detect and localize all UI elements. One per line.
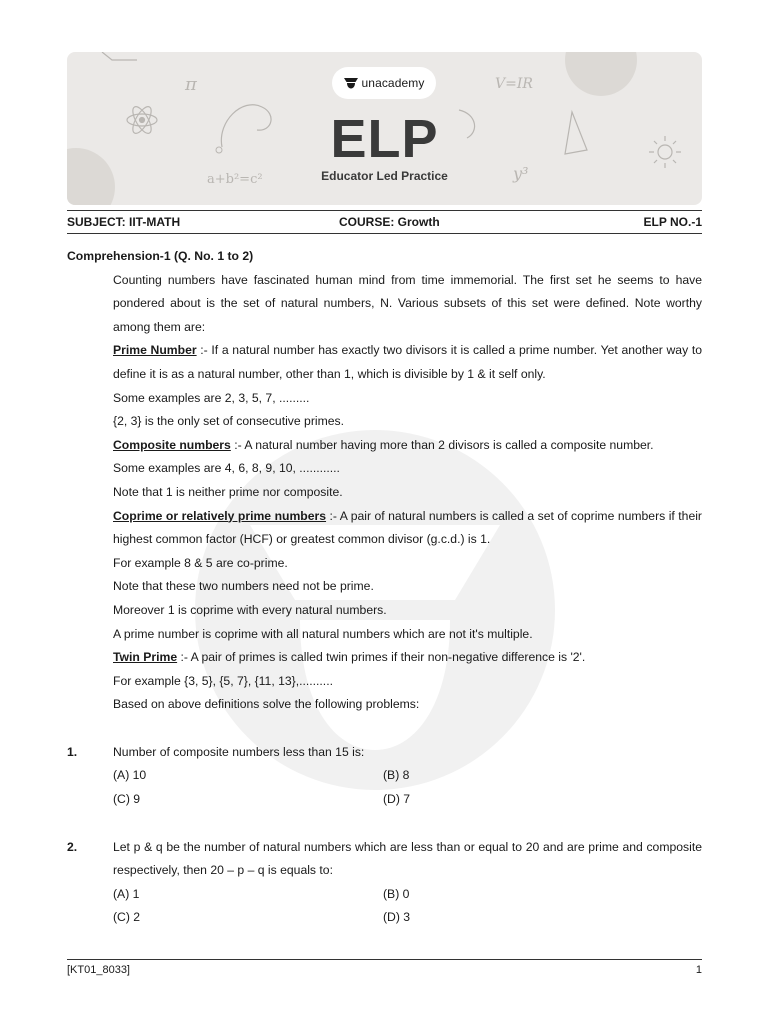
document-body <box>67 245 702 930</box>
banner-subtitle: Educator Led Practice <box>321 169 448 183</box>
coprime-note: Note that these two numbers need not be prime. <box>113 579 374 594</box>
coprime-prime-note: A prime number is coprime with all natural numbers which are not it's multiple. <box>113 626 533 641</box>
question-text: Let p & q be the number of natural numbers which are less than or equal to 20 and are prime and composite respectively, then 20 – p – q is equals to: <box>113 839 702 878</box>
twin-prime-term: Twin Prime <box>113 650 178 665</box>
prime-term: Prime Number <box>113 343 197 358</box>
document-code: [KT01_8033] <box>67 964 130 976</box>
twin-prime-examples: For example {3, 5}, {5, 7}, {11, 13},.......... <box>113 673 333 688</box>
question-2 <box>67 836 702 930</box>
coprime-definition <box>113 505 702 552</box>
composite-term: Composite numbers <box>113 437 231 452</box>
question-options <box>113 764 702 811</box>
composite-definition-text: :- A natural number having more than 2 divisors is called a composite number. <box>230 437 654 452</box>
question-text: Number of composite numbers less than 15 is: <box>113 744 365 759</box>
course-label: COURSE: Growth <box>339 215 440 229</box>
question-options <box>113 883 702 930</box>
option-b: (B) 0 <box>383 886 410 901</box>
page-footer <box>67 959 702 980</box>
coprime-one-note: Moreover 1 is coprime with every natural numbers. <box>113 602 387 617</box>
comprehension-intro: Counting numbers have fascinated human mind from time immemorial. The first set he seems to have pondered about is the set of natural numbers, N. Various subsets of this set were defined. Note worthy among them are: <box>113 272 702 334</box>
coprime-term: Coprime or relatively prime numbers <box>113 508 327 523</box>
question-number: 2. <box>67 839 78 854</box>
option-d: (D) 3 <box>383 910 411 925</box>
ohms-law-doodle: V=IR <box>495 76 533 92</box>
brand-logo <box>332 67 436 99</box>
coprime-example: For example 8 & 5 are co-prime. <box>113 555 288 570</box>
option-c: (C) 9 <box>113 792 141 807</box>
y-cube-doodle: y³ <box>513 164 529 183</box>
unacademy-logo-icon <box>344 77 358 89</box>
composite-definition <box>113 434 702 458</box>
prime-examples: Some examples are 2, 3, 5, 7, ......... <box>113 390 310 405</box>
twin-prime-definition <box>113 646 702 670</box>
option-c: (C) 2 <box>113 910 141 925</box>
coprime-definition-text: :- A pair of natural numbers is called a set of coprime numbers if their highest common factor (HCF) or greatest common divisor (g.c.d.) is 1. <box>113 508 702 547</box>
composite-examples: Some examples are 4, 6, 8, 9, 10, ............ <box>113 461 340 476</box>
option-a: (A) 10 <box>113 768 147 783</box>
subject-label: SUBJECT: IIT-MATH <box>67 215 181 229</box>
page-number: 1 <box>695 964 702 976</box>
instruction: Based on above definitions solve the following problems: <box>113 697 420 712</box>
header-banner <box>67 52 702 205</box>
pi-symbol: π <box>185 74 197 95</box>
ruler-doodle <box>102 52 137 60</box>
twin-prime-definition-text: :- A pair of primes is called twin primes if their non-negative difference is '2'. <box>177 650 586 665</box>
one-note: Note that 1 is neither prime nor composite. <box>113 484 343 499</box>
option-d: (D) 7 <box>383 792 411 807</box>
formula-doodle: a+b²=c² <box>207 172 263 187</box>
question-number: 1. <box>67 744 78 759</box>
subject-course-row <box>67 210 702 234</box>
elp-number-label: ELP NO.-1 <box>643 215 702 229</box>
comprehension-heading: Comprehension-1 (Q. No. 1 to 2) <box>67 249 254 263</box>
prime-definition-text: :- If a natural number has exactly two divisors it is called a prime number. Yet another way to define it is as a natural number, other than 1, which is divisible by 1 & it self only. <box>113 343 703 381</box>
option-a: (A) 1 <box>113 886 140 901</box>
consecutive-primes-note: {2, 3} is the only set of consecutive primes. <box>113 414 345 429</box>
prime-definition <box>113 339 702 386</box>
brand-name: unacademy <box>361 76 425 90</box>
option-b: (B) 8 <box>383 768 410 783</box>
question-1 <box>67 741 702 812</box>
banner-title: ELP <box>330 109 439 169</box>
